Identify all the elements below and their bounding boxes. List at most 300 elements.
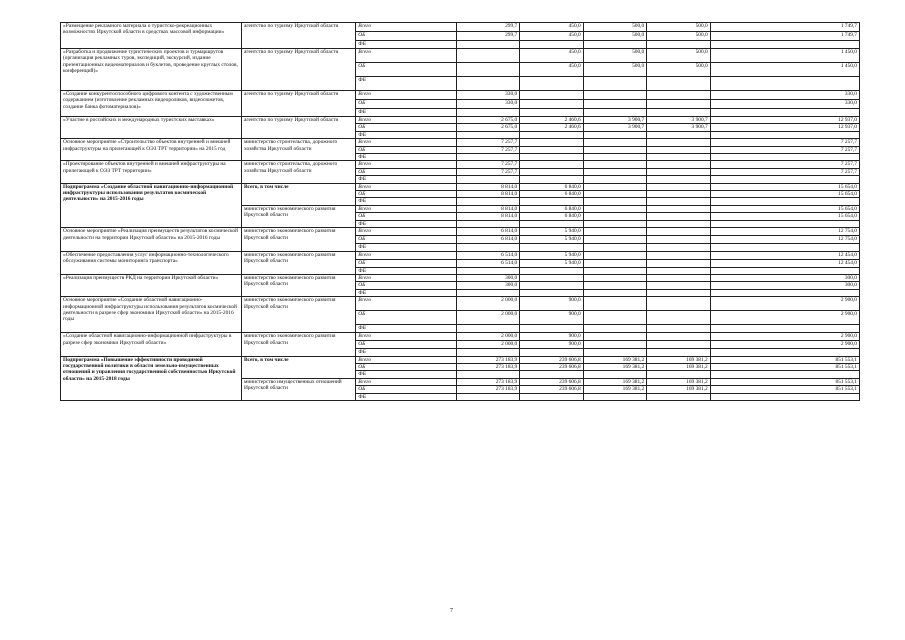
year-amount: 2 460,6 bbox=[520, 124, 583, 131]
year-amount bbox=[456, 325, 519, 333]
total-amount: 2 900,0 bbox=[710, 297, 859, 311]
year-amount bbox=[456, 267, 519, 274]
year-amount bbox=[583, 77, 646, 91]
year-amount bbox=[647, 325, 710, 333]
year-amount bbox=[647, 154, 710, 161]
funding-source: Всего bbox=[356, 183, 457, 190]
year-amount: 330,0 bbox=[456, 100, 519, 109]
activity-description: Подпрограмма «Повышение эффективности проводимой государственной политики в области земельно-имущественных отношений и управления государственной собственностью Иркутской области» на 2015-2018 годы bbox=[61, 356, 242, 400]
table-row bbox=[61, 23, 860, 32]
year-amount bbox=[583, 146, 646, 153]
year-amount bbox=[456, 49, 519, 63]
year-amount bbox=[583, 297, 646, 311]
responsible-executor: агентство по туризму Иркутской области bbox=[241, 49, 355, 91]
total-amount bbox=[710, 220, 859, 227]
responsible-executor: агентство по туризму Иркутской области bbox=[241, 117, 355, 139]
year-amount bbox=[520, 161, 583, 168]
total-amount: 7 257,7 bbox=[710, 168, 859, 175]
year-amount bbox=[583, 220, 646, 227]
funding-source: ФБ bbox=[356, 325, 457, 333]
year-amount: 169 381,2 bbox=[647, 363, 710, 370]
year-amount bbox=[647, 131, 710, 138]
funding-source: ФБ bbox=[356, 244, 457, 251]
year-amount bbox=[647, 274, 710, 281]
year-amount: 299,7 bbox=[456, 32, 519, 41]
year-amount: 500,0 bbox=[583, 63, 646, 77]
year-amount bbox=[647, 220, 710, 227]
year-amount: 900,0 bbox=[520, 341, 583, 349]
year-amount bbox=[583, 205, 646, 212]
year-amount bbox=[647, 311, 710, 325]
year-amount bbox=[520, 176, 583, 183]
year-amount bbox=[647, 289, 710, 296]
year-amount bbox=[520, 146, 583, 153]
year-amount: 6 840,0 bbox=[520, 191, 583, 198]
table-row bbox=[61, 356, 860, 363]
total-amount: 851 553,1 bbox=[710, 378, 859, 385]
year-amount: 300,0 bbox=[456, 282, 519, 289]
funding-source: Всего bbox=[356, 356, 457, 363]
total-amount bbox=[710, 393, 859, 400]
year-amount bbox=[456, 349, 519, 356]
total-amount: 7 257,7 bbox=[710, 139, 859, 146]
year-amount: 169 381,2 bbox=[583, 386, 646, 393]
total-amount: 12 754,0 bbox=[710, 228, 859, 236]
year-amount bbox=[456, 220, 519, 227]
year-amount bbox=[647, 77, 710, 91]
year-amount bbox=[456, 371, 519, 378]
year-amount bbox=[647, 244, 710, 251]
table-row bbox=[61, 274, 860, 281]
year-amount: 500,0 bbox=[647, 49, 710, 63]
total-amount bbox=[710, 349, 859, 356]
year-amount: 239 606,8 bbox=[520, 386, 583, 393]
funding-source: ОБ bbox=[356, 282, 457, 289]
funding-source: ОБ bbox=[356, 32, 457, 41]
responsible-executor: министерство экономического развития Иркутской области bbox=[241, 228, 355, 251]
year-amount bbox=[520, 282, 583, 289]
responsible-executor: министерство экономического развития Иркутской области bbox=[241, 274, 355, 296]
year-amount: 169 381,2 bbox=[647, 386, 710, 393]
funding-source: ФБ bbox=[356, 109, 457, 117]
total-amount: 12 454,0 bbox=[710, 259, 859, 267]
funding-source: Всего bbox=[356, 274, 457, 281]
year-amount: 6 840,0 bbox=[520, 205, 583, 212]
budget-table bbox=[60, 22, 860, 401]
year-amount bbox=[520, 274, 583, 281]
year-amount bbox=[456, 244, 519, 251]
year-amount: 273 183,9 bbox=[456, 386, 519, 393]
funding-source: ОБ bbox=[356, 259, 457, 267]
year-amount bbox=[583, 183, 646, 190]
year-amount bbox=[456, 41, 519, 49]
funding-source: Всего bbox=[356, 297, 457, 311]
year-amount bbox=[583, 213, 646, 220]
year-amount bbox=[520, 198, 583, 205]
total-amount: 330,0 bbox=[710, 91, 859, 100]
activity-description: «Создание конкурентоспособного цифрового контента с художественным содержанием (изготовление рекламных видеороликов, видеосюжетов, создание банка фотоматериалов)» bbox=[61, 91, 242, 117]
year-amount bbox=[583, 139, 646, 146]
funding-source: Всего bbox=[356, 49, 457, 63]
year-amount bbox=[520, 325, 583, 333]
funding-source: ФБ bbox=[356, 349, 457, 356]
year-amount: 5 940,0 bbox=[520, 236, 583, 244]
year-amount bbox=[647, 139, 710, 146]
total-amount bbox=[710, 154, 859, 161]
year-amount: 5 940,0 bbox=[520, 228, 583, 236]
table-row bbox=[61, 297, 860, 311]
table-row bbox=[61, 183, 860, 190]
responsible-executor: министерство имущественных отношений Иркутской области bbox=[241, 378, 355, 400]
funding-source: Всего bbox=[356, 205, 457, 212]
activity-description: Основное мероприятие «Строительство объектов внутренней и внешней инфраструктуры на прилегающей к ОЭЗ ТРТ территории» на 2015 год bbox=[61, 139, 242, 161]
year-amount bbox=[583, 198, 646, 205]
year-amount: 2 000,0 bbox=[456, 297, 519, 311]
funding-source: Всего bbox=[356, 161, 457, 168]
funding-source: Всего bbox=[356, 228, 457, 236]
activity-description: Основное мероприятие «Реализация преимуществ результатов космической деятельности на территории Иркутской области» на 2015-2016 годы bbox=[61, 228, 242, 251]
year-amount bbox=[647, 109, 710, 117]
year-amount bbox=[520, 244, 583, 251]
activity-description: «Размещение рекламного материала о туристско-рекреационных возможностях Иркутской области в средствах массовой информации» bbox=[61, 23, 242, 49]
year-amount bbox=[647, 259, 710, 267]
year-amount bbox=[583, 393, 646, 400]
funding-source: ОБ bbox=[356, 124, 457, 131]
activity-description: «Обеспечение предоставления услуг информационно-технологического обслуживания системы мониторинга транспорта» bbox=[61, 251, 242, 274]
funding-source: Всего bbox=[356, 117, 457, 124]
funding-source: ФБ bbox=[356, 131, 457, 138]
total-amount: 15 654,0 bbox=[710, 191, 859, 198]
year-amount: 239 606,8 bbox=[520, 363, 583, 370]
total-amount: 851 553,1 bbox=[710, 356, 859, 363]
year-amount: 239 606,8 bbox=[520, 378, 583, 385]
year-amount: 239 606,8 bbox=[520, 356, 583, 363]
year-amount bbox=[520, 131, 583, 138]
year-amount: 8 814,0 bbox=[456, 205, 519, 212]
year-amount bbox=[583, 176, 646, 183]
funding-source: ФБ bbox=[356, 41, 457, 49]
funding-source: ОБ bbox=[356, 311, 457, 325]
year-amount: 450,0 bbox=[520, 49, 583, 63]
funding-source: ФБ bbox=[356, 289, 457, 296]
year-amount bbox=[583, 371, 646, 378]
total-amount: 2 900,0 bbox=[710, 341, 859, 349]
year-amount bbox=[456, 393, 519, 400]
year-amount bbox=[647, 228, 710, 236]
funding-source: ОБ bbox=[356, 146, 457, 153]
year-amount: 5 940,0 bbox=[520, 259, 583, 267]
year-amount: 2 000,0 bbox=[456, 311, 519, 325]
year-amount bbox=[583, 41, 646, 49]
year-amount bbox=[647, 41, 710, 49]
year-amount: 169 381,2 bbox=[647, 378, 710, 385]
year-amount bbox=[583, 349, 646, 356]
year-amount bbox=[583, 91, 646, 100]
year-amount bbox=[647, 282, 710, 289]
year-amount: 169 381,2 bbox=[583, 363, 646, 370]
year-amount bbox=[647, 183, 710, 190]
funding-source: ОБ bbox=[356, 100, 457, 109]
year-amount bbox=[520, 349, 583, 356]
year-amount: 500,0 bbox=[583, 32, 646, 41]
funding-source: ОБ bbox=[356, 236, 457, 244]
year-amount bbox=[647, 393, 710, 400]
activity-description: «Реализация преимуществ РКД на территории Иркутской области» bbox=[61, 274, 242, 296]
year-amount: 8 814,0 bbox=[456, 213, 519, 220]
activity-description: «Проектирование объектов внутренней и внешней инфраструктуры на прилегающей к ОЭЗ ТРТ территории» bbox=[61, 161, 242, 183]
responsible-executor: агентство по туризму Иркутской области bbox=[241, 91, 355, 117]
year-amount: 6 514,0 bbox=[456, 259, 519, 267]
table-row bbox=[61, 91, 860, 100]
year-amount bbox=[583, 236, 646, 244]
responsible-executor: Всего, в том числе bbox=[241, 183, 355, 205]
funding-source: ФБ bbox=[356, 198, 457, 205]
year-amount bbox=[647, 236, 710, 244]
total-amount bbox=[710, 325, 859, 333]
funding-source: ОБ bbox=[356, 63, 457, 77]
year-amount bbox=[456, 109, 519, 117]
total-amount: 2 900,0 bbox=[710, 311, 859, 325]
total-amount: 15 654,0 bbox=[710, 213, 859, 220]
budget-table-body bbox=[61, 23, 860, 401]
funding-source: ФБ bbox=[356, 154, 457, 161]
year-amount bbox=[456, 154, 519, 161]
total-amount: 300,0 bbox=[710, 282, 859, 289]
year-amount bbox=[583, 131, 646, 138]
responsible-executor: министерство экономического развития Иркутской области bbox=[241, 251, 355, 274]
year-amount: 169 381,2 bbox=[583, 378, 646, 385]
year-amount bbox=[520, 168, 583, 175]
year-amount: 450,0 bbox=[520, 23, 583, 32]
year-amount bbox=[583, 274, 646, 281]
year-amount: 6 514,0 bbox=[456, 251, 519, 259]
total-amount bbox=[710, 244, 859, 251]
year-amount bbox=[520, 139, 583, 146]
year-amount: 900,0 bbox=[520, 333, 583, 341]
year-amount: 3 900,7 bbox=[647, 124, 710, 131]
year-amount bbox=[520, 154, 583, 161]
year-amount bbox=[520, 100, 583, 109]
activity-description: «Создание областной навигационно-информационной инфраструктуры в разрезе сфер экономики Иркутской области» bbox=[61, 333, 242, 356]
year-amount bbox=[583, 154, 646, 161]
year-amount: 2 460,6 bbox=[520, 117, 583, 124]
year-amount: 3 900,7 bbox=[583, 124, 646, 131]
responsible-executor: министерство строительства, дорожного хозяйства Иркутской области bbox=[241, 161, 355, 183]
total-amount bbox=[710, 131, 859, 138]
funding-source: Всего bbox=[356, 378, 457, 385]
funding-source: ОБ bbox=[356, 386, 457, 393]
total-amount: 12 937,0 bbox=[710, 124, 859, 131]
year-amount bbox=[647, 198, 710, 205]
year-amount bbox=[583, 267, 646, 274]
year-amount: 2 000,0 bbox=[456, 341, 519, 349]
activity-description: Основное мероприятие «Создание областной навигационно-информационной инфраструктуры использования результатов космической деятельности в разрезе сфер экономики Иркутской области» на 2015-2016 годы bbox=[61, 297, 242, 333]
funding-source: ФБ bbox=[356, 77, 457, 91]
funding-source: Всего bbox=[356, 139, 457, 146]
total-amount: 851 553,1 bbox=[710, 363, 859, 370]
page-number: 7 bbox=[450, 608, 453, 614]
total-amount bbox=[710, 77, 859, 91]
funding-source: ОБ bbox=[356, 363, 457, 370]
funding-source: ФБ bbox=[356, 176, 457, 183]
total-amount bbox=[710, 41, 859, 49]
year-amount bbox=[520, 371, 583, 378]
year-amount bbox=[647, 213, 710, 220]
year-amount bbox=[647, 176, 710, 183]
total-amount: 300,0 bbox=[710, 274, 859, 281]
year-amount bbox=[583, 289, 646, 296]
year-amount: 500,0 bbox=[647, 23, 710, 32]
funding-source: ФБ bbox=[356, 393, 457, 400]
year-amount: 169 381,2 bbox=[647, 356, 710, 363]
year-amount bbox=[647, 297, 710, 311]
total-amount: 851 553,1 bbox=[710, 386, 859, 393]
year-amount: 3 900,7 bbox=[583, 117, 646, 124]
funding-source: ОБ bbox=[356, 341, 457, 349]
year-amount: 6 814,0 bbox=[456, 236, 519, 244]
total-amount: 15 654,0 bbox=[710, 205, 859, 212]
year-amount bbox=[583, 161, 646, 168]
funding-source: Всего bbox=[356, 91, 457, 100]
funding-source: ОБ bbox=[356, 213, 457, 220]
year-amount bbox=[583, 325, 646, 333]
year-amount: 500,0 bbox=[583, 49, 646, 63]
year-amount bbox=[583, 168, 646, 175]
year-amount: 8 814,0 bbox=[456, 191, 519, 198]
year-amount bbox=[456, 131, 519, 138]
total-amount bbox=[710, 371, 859, 378]
funding-source: ФБ bbox=[356, 267, 457, 274]
year-amount bbox=[647, 333, 710, 341]
year-amount bbox=[647, 267, 710, 274]
responsible-executor: агентство по туризму Иркутской области bbox=[241, 23, 355, 49]
year-amount bbox=[520, 393, 583, 400]
funding-source: ФБ bbox=[356, 371, 457, 378]
responsible-executor: министерство экономического развития Иркутской области bbox=[241, 333, 355, 356]
year-amount bbox=[647, 146, 710, 153]
year-amount bbox=[583, 228, 646, 236]
year-amount bbox=[583, 251, 646, 259]
year-amount bbox=[520, 91, 583, 100]
year-amount: 2 675,0 bbox=[456, 124, 519, 131]
total-amount: 7 257,7 bbox=[710, 161, 859, 168]
year-amount bbox=[647, 191, 710, 198]
funding-source: ОБ bbox=[356, 168, 457, 175]
year-amount bbox=[520, 267, 583, 274]
year-amount bbox=[647, 168, 710, 175]
total-amount: 7 257,7 bbox=[710, 146, 859, 153]
total-amount: 1 749,7 bbox=[710, 23, 859, 32]
year-amount: 8 814,0 bbox=[456, 183, 519, 190]
year-amount bbox=[647, 205, 710, 212]
funding-source: ФБ bbox=[356, 220, 457, 227]
year-amount: 6 840,0 bbox=[520, 213, 583, 220]
year-amount: 330,0 bbox=[456, 91, 519, 100]
year-amount: 7 257,7 bbox=[456, 161, 519, 168]
year-amount: 300,0 bbox=[456, 274, 519, 281]
funding-source: Всего bbox=[356, 251, 457, 259]
table-row bbox=[61, 228, 860, 236]
table-row bbox=[61, 333, 860, 341]
year-amount bbox=[647, 100, 710, 109]
year-amount bbox=[583, 333, 646, 341]
year-amount bbox=[583, 259, 646, 267]
total-amount: 15 654,0 bbox=[710, 183, 859, 190]
funding-source: Всего bbox=[356, 23, 457, 32]
year-amount: 7 257,7 bbox=[456, 139, 519, 146]
total-amount: 1 450,0 bbox=[710, 63, 859, 77]
activity-description: «Разработка и продвижение туристических проектов и турмаршрутов (организация рекламных туров, экспедиций, экскурсий, издание презентационных видеоматериалов и буклетов, проведение круглых столов, конференций)» bbox=[61, 49, 242, 91]
year-amount bbox=[456, 198, 519, 205]
table-row bbox=[61, 161, 860, 168]
responsible-executor: министерство строительства, дорожного хозяйства Иркутской области bbox=[241, 139, 355, 161]
responsible-executor: министерство экономического развития Иркутской области bbox=[241, 297, 355, 333]
year-amount bbox=[647, 161, 710, 168]
responsible-executor: Всего, в том числе bbox=[241, 356, 355, 378]
total-amount: 2 900,0 bbox=[710, 333, 859, 341]
year-amount bbox=[583, 109, 646, 117]
activity-description: Подпрограмма «Создание областной навигационно-информационной инфраструктуры использования результатов космической деятельности» на 2015-2016 годы bbox=[61, 183, 242, 227]
year-amount: 7 257,7 bbox=[456, 146, 519, 153]
year-amount: 450,0 bbox=[520, 63, 583, 77]
year-amount bbox=[583, 191, 646, 198]
year-amount: 500,0 bbox=[647, 63, 710, 77]
year-amount bbox=[647, 371, 710, 378]
table-row bbox=[61, 251, 860, 259]
year-amount bbox=[583, 341, 646, 349]
year-amount: 6 814,0 bbox=[456, 228, 519, 236]
total-amount: 12 454,0 bbox=[710, 251, 859, 259]
total-amount bbox=[710, 109, 859, 117]
total-amount: 1 749,7 bbox=[710, 32, 859, 41]
year-amount bbox=[520, 77, 583, 91]
total-amount: 330,0 bbox=[710, 100, 859, 109]
year-amount: 900,0 bbox=[520, 311, 583, 325]
year-amount bbox=[520, 41, 583, 49]
year-amount: 299,7 bbox=[456, 23, 519, 32]
activity-description: «Участие в российских и международных туристских выставках» bbox=[61, 117, 242, 139]
year-amount bbox=[583, 244, 646, 251]
year-amount: 273 183,9 bbox=[456, 363, 519, 370]
responsible-executor: министерство экономического развития Иркутской области bbox=[241, 205, 355, 227]
total-amount bbox=[710, 176, 859, 183]
funding-source: Всего bbox=[356, 333, 457, 341]
year-amount: 169 381,2 bbox=[583, 356, 646, 363]
year-amount: 273 183,9 bbox=[456, 356, 519, 363]
year-amount bbox=[583, 282, 646, 289]
year-amount bbox=[520, 220, 583, 227]
year-amount: 6 840,0 bbox=[520, 183, 583, 190]
year-amount bbox=[583, 100, 646, 109]
total-amount bbox=[710, 267, 859, 274]
funding-source: ОБ bbox=[356, 191, 457, 198]
year-amount: 2 675,0 bbox=[456, 117, 519, 124]
year-amount: 273 183,9 bbox=[456, 378, 519, 385]
year-amount bbox=[520, 289, 583, 296]
year-amount bbox=[456, 77, 519, 91]
year-amount bbox=[647, 251, 710, 259]
year-amount bbox=[647, 341, 710, 349]
year-amount: 3 900,7 bbox=[647, 117, 710, 124]
year-amount: 900,0 bbox=[520, 297, 583, 311]
year-amount: 450,0 bbox=[520, 32, 583, 41]
year-amount bbox=[647, 91, 710, 100]
total-amount: 1 450,0 bbox=[710, 49, 859, 63]
year-amount: 500,0 bbox=[583, 23, 646, 32]
year-amount bbox=[456, 63, 519, 77]
year-amount bbox=[456, 176, 519, 183]
year-amount: 5 940,0 bbox=[520, 251, 583, 259]
